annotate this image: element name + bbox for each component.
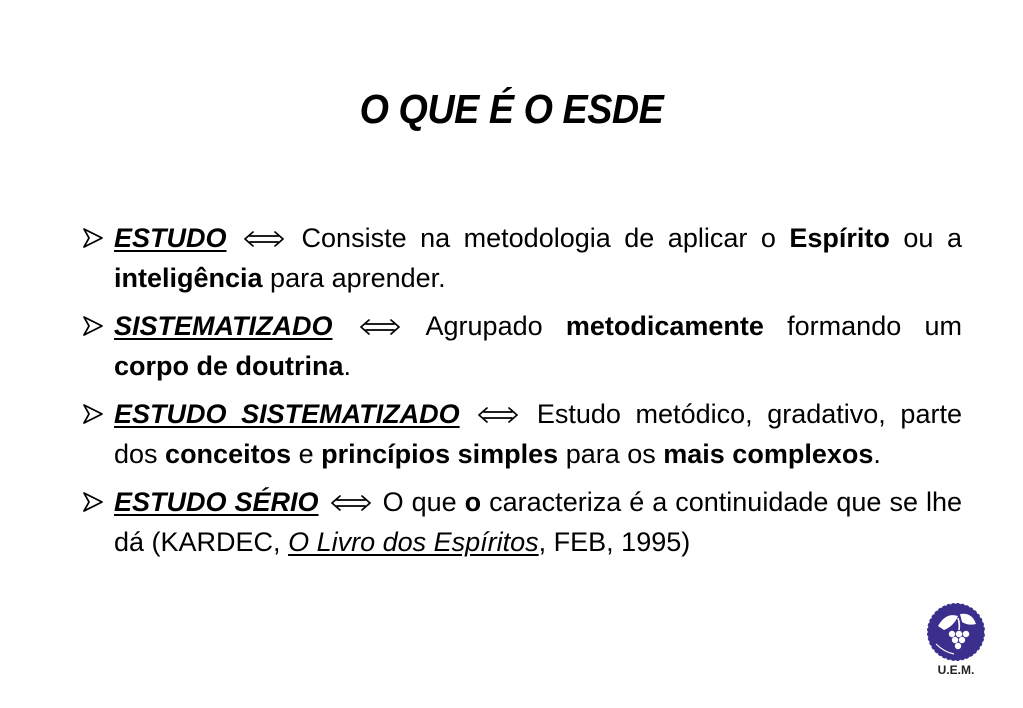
definition-text: e (291, 439, 322, 469)
emphasis: mais complexos (663, 439, 874, 469)
term: ESTUDO SISTEMATIZADO (114, 399, 460, 429)
emphasis: metodicamente (565, 311, 764, 341)
definition-text: Agrupado (425, 311, 566, 341)
definition-text: caracteriza é a continuidade que se lhe dá (KARDEC, (114, 487, 963, 557)
arrowhead-bullet-icon (82, 227, 104, 249)
term: ESTUDO (114, 223, 227, 253)
left-right-arrow-icon (329, 494, 373, 512)
emphasis: inteligência (114, 263, 263, 293)
list-item-estudo-serio (80, 482, 962, 562)
left-right-arrow-icon (242, 230, 286, 248)
definition-text: . (343, 351, 352, 381)
definition-text: , FEB, 1995) (538, 527, 691, 557)
arrowhead-bullet-icon (82, 491, 104, 513)
arrowhead-bullet-icon (82, 315, 104, 337)
term: ESTUDO SÉRIO (114, 487, 319, 517)
book-title: O Livro dos Espíritos (288, 527, 539, 557)
definition-text: para os (558, 439, 664, 469)
definition-text: Consiste na metodologia de aplicar o (301, 223, 790, 253)
emphasis: princípios simples (321, 439, 559, 469)
definition-text: . (873, 439, 881, 469)
grape-emblem-icon (924, 600, 990, 666)
definition-text: O que (382, 487, 465, 517)
definition-text: ou a (889, 223, 962, 253)
emphasis: o (464, 487, 482, 517)
emphasis: Espírito (789, 223, 890, 253)
left-right-arrow-icon (476, 406, 520, 424)
emphasis: corpo de doutrina (114, 351, 344, 381)
definition-text: formando um (763, 311, 962, 341)
definition-text: Estudo metódico, gradativo, parte dos (114, 399, 962, 469)
definition-text: para aprender. (262, 263, 446, 293)
page-title: O QUE É O ESDE (359, 86, 664, 132)
term: SISTEMATIZADO (114, 311, 333, 341)
logo-text: U.E.M. (937, 663, 975, 677)
arrowhead-bullet-icon (82, 403, 104, 425)
list-item-estudo-sistematizado (80, 394, 962, 474)
list-item-sistematizado (80, 306, 962, 386)
emphasis: conceitos (165, 439, 292, 469)
list-item-estudo (80, 218, 962, 298)
bullet-list (80, 218, 962, 570)
left-right-arrow-icon (358, 318, 402, 336)
uem-logo (924, 600, 990, 684)
